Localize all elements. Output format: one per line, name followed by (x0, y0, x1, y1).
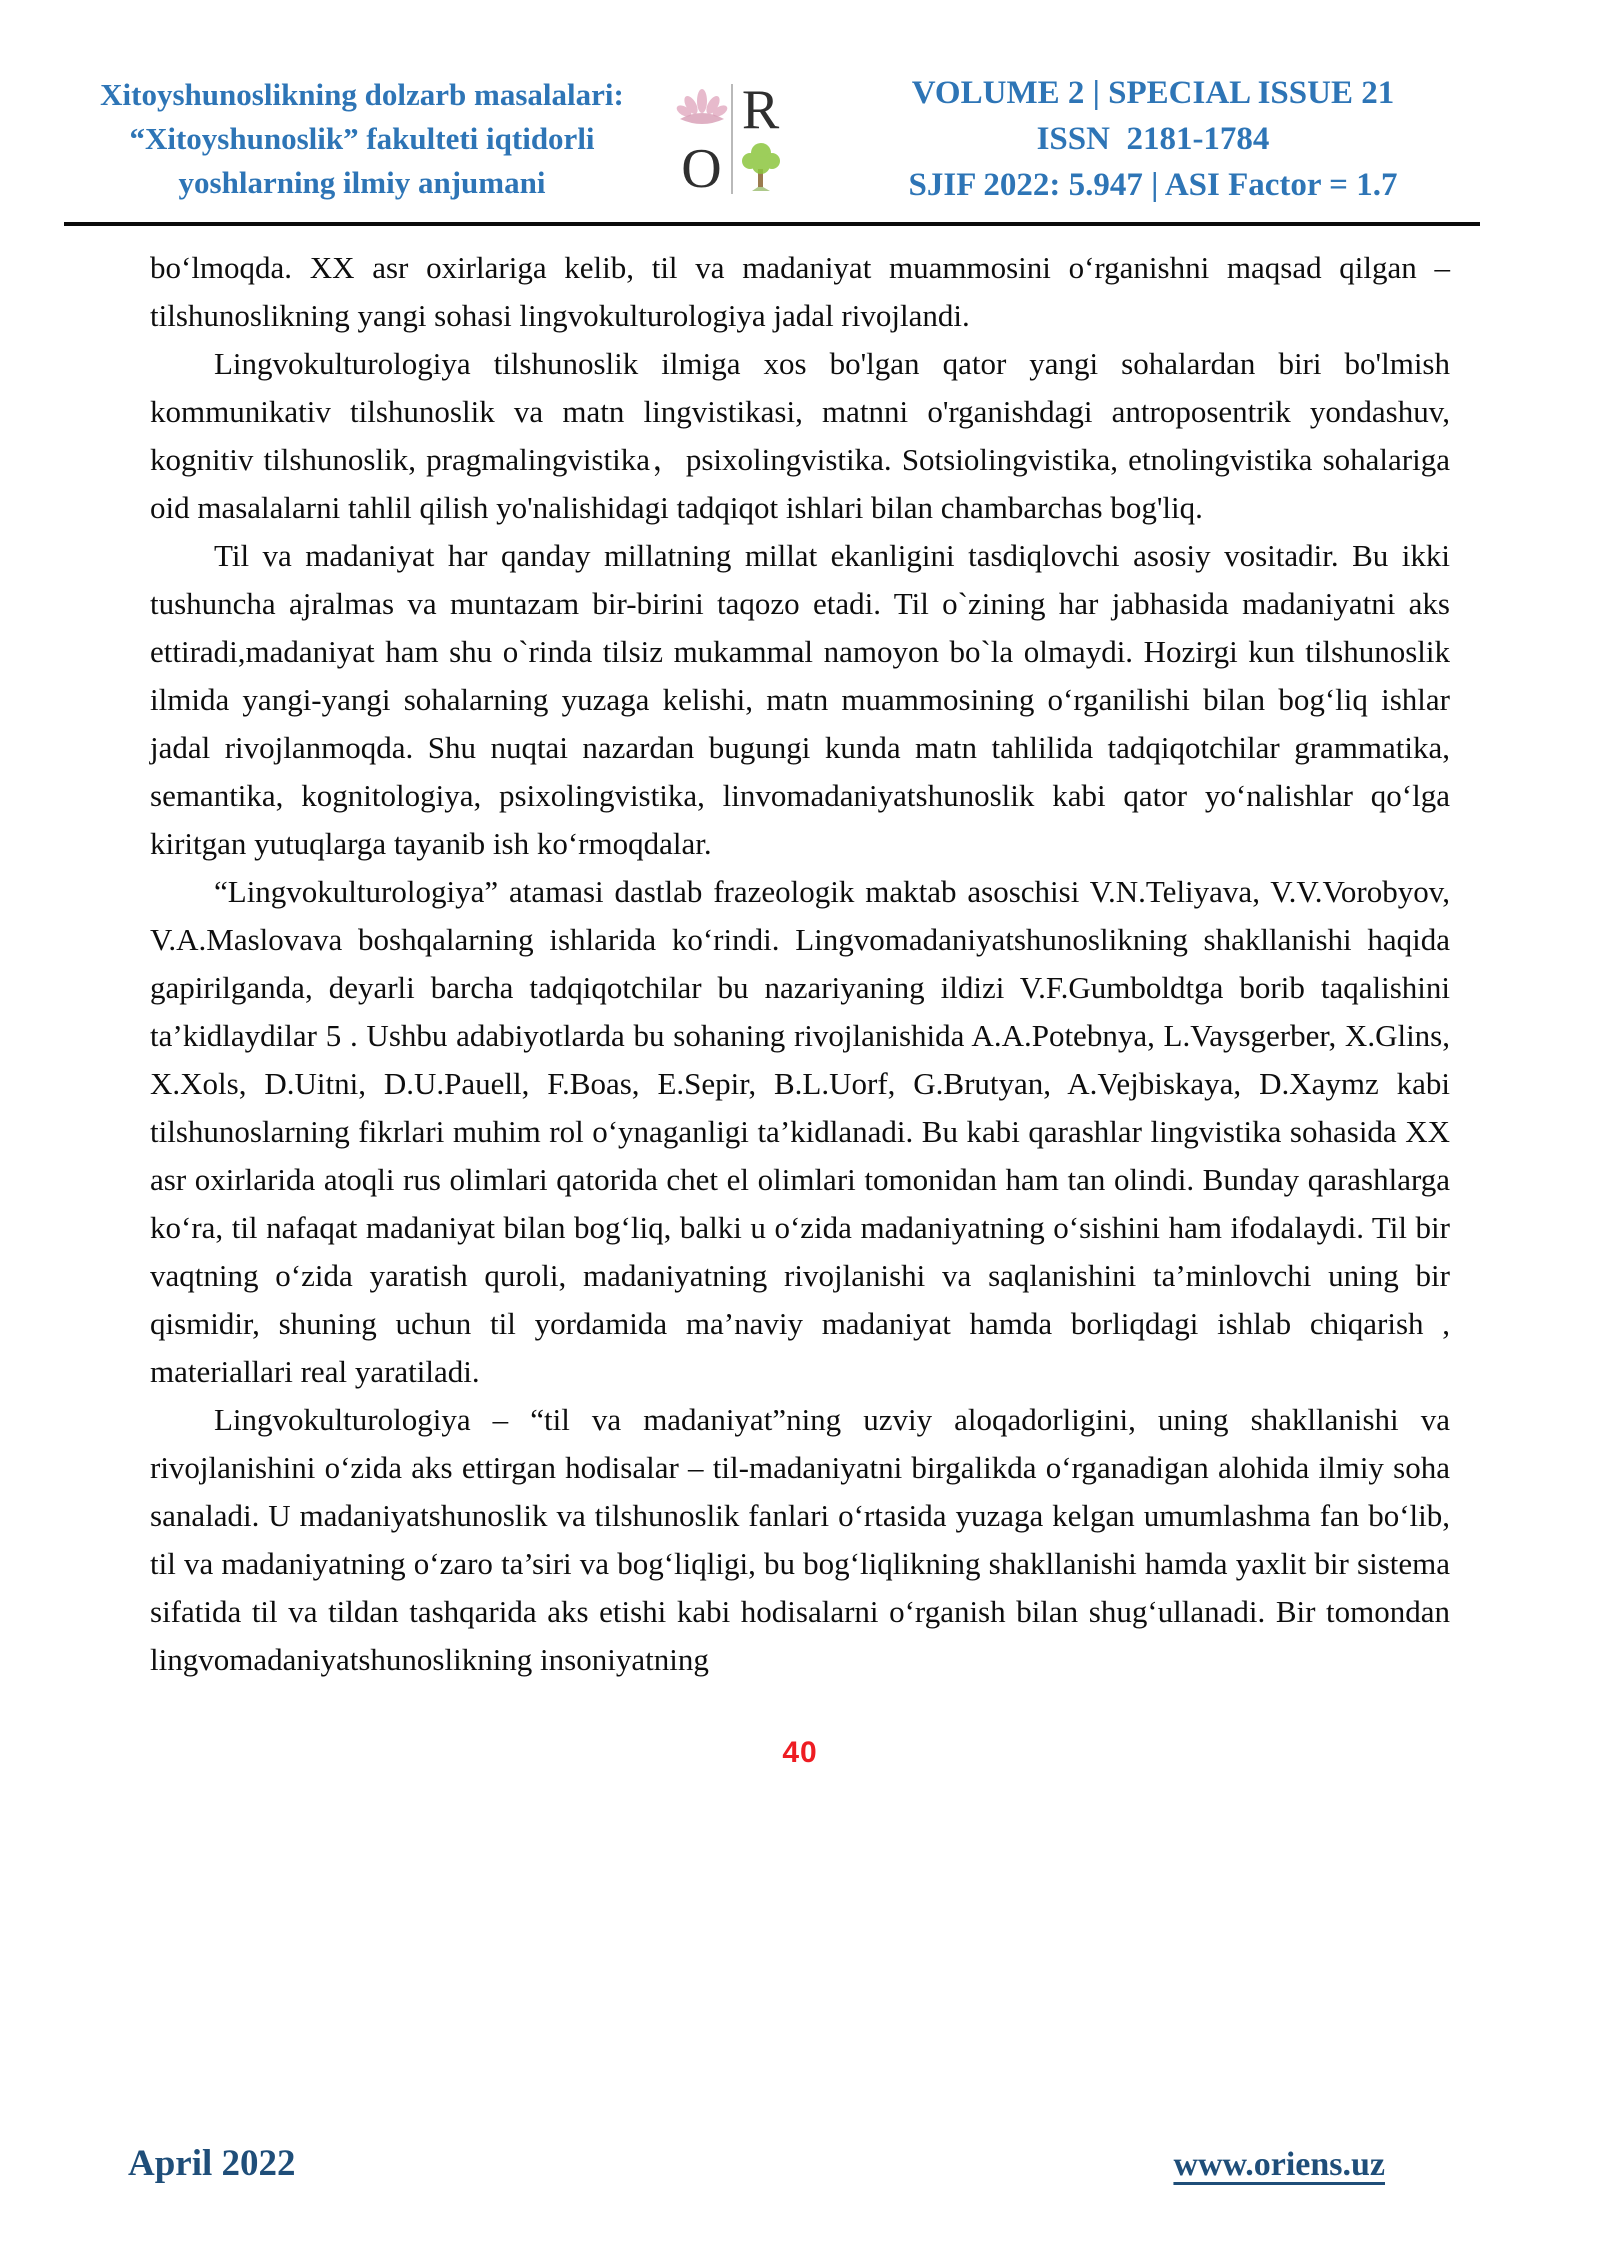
volume-issue-line: VOLUME 2 | SPECIAL ISSUE 21 (911, 75, 1395, 111)
conference-title-line: yoshlarning ilmiy anjumani (178, 165, 546, 200)
logo-letter-r: R (741, 78, 780, 141)
conference-title (88, 73, 636, 205)
header-divider-rule (64, 222, 1480, 226)
lotus-flower-icon (676, 85, 728, 134)
issue-info (826, 70, 1480, 208)
conference-title-line: “Xitoyshunoslik” fakulteti iqtidorli (129, 121, 595, 156)
paragraph: Lingvokulturologiya tilshunoslik ilmiga xos bo'lgan qator yangi sohalardan biri bo'lmish kommunikativ tilshunoslik va matn lingvistikasi, matnni o'rganishdagi antroposentrik yondashuv, kognitiv tilshunoslik, pragmalingvistika，psixolingvistika. Sotsiolingvistika, etnolingvistika sohalariga oid masalalarni tahlil qilish yo'nalishidagi tadqiqot ishlari bilan chambarchas bog'liq. (150, 346, 1450, 525)
footer-date: April 2022 (128, 2143, 296, 2184)
paragraph: Lingvokulturologiya – “til va madaniyat”ning uzviy aloqadorligini, uning shakllanishi va rivojlanishini oʻzida aks ettirgan hodisalar – til-madaniyatni birgalikda oʻrganadigan alohida ilmiy soha sanaladi. U madaniyatshunoslik va tilshunoslik fanlari oʻrtasida yuzaga kelgan umumlashma fan boʻlib, til va madaniyatning oʻzaro ta’siri va bogʻliqligi, bu bogʻliqlikning shakllanishi hamda yaxlit bir sistema sifatida til va tildan tashqarida aks etishi kabi hodisalarni oʻrganish bilan shugʻullanadi. Bir tomondan lingvomadaniyatshunoslikning insoniyatning (150, 1402, 1450, 1677)
issn-line: ISSN 2181-1784 (1036, 121, 1270, 157)
tree-icon (738, 141, 784, 196)
paragraph: boʻlmoqda. XX asr oxirlariga kelib, til va madaniyat muammosini oʻrganishni maqsad qilgan – tilshunoslikning yangi sohasi lingvokulturologiya jadal rivojlandi. (150, 250, 1450, 333)
paragraph: “Lingvokulturologiya” atamasi dastlab frazeologik maktab asoschisi V.N.Teliyava, V.V.Vorobyov, V.A.Maslovava boshqalarning ishlarida koʻrindi. Lingvomadaniyatshunoslikning shakllanishi haqida gapirilganda, deyarli barcha tadqiqotchilar bu nazariyaning ildizi V.F.Gumboldtga borib taqalishini ta’kidlaydilar 5 . Ushbu adabiyotlarda bu sohaning rivojlanishida A.A.Potebnya, L.Vaysgerber, X.Glins, X.Xols, D.Uitni, D.U.Pauell, F.Boas, E.Sepir, B.L.Uorf, G.Brutyan, A.Vejbiskaya, D.Xaymz kabi tilshunoslarning fikrlari muhim rol oʻynaganligi ta’kidlanadi. Bu kabi qarashlar lingvistika sohasida XX asr oxirlarida atoqli rus olimlari qatorida chet el olimlari tomonidan ham tan olindi. Bunday qarashlarga koʻra, til nafaqat madaniyat bilan bogʻliq, balki u oʻzida madaniyatning oʻsishini ham ifodalaydi. Til bir vaqtning oʻzida yaratish quroli, madaniyatning rivojlanishi va saqlanishini ta’minlovchi uning bir qismidir, shuning uchun til yordamida ma’naviy madaniyat hamda borliqdagi ishlab chiqarish , materiallari real yaratiladi. (150, 874, 1450, 1389)
conference-title-line: Xitoyshunoslikning dolzarb masalalari: (100, 77, 624, 112)
paragraph: Til va madaniyat har qanday millatning millat ekanligini tasdiqlovchi asosiy vositadir. Bu ikki tushuncha ajralmas va muntazam bir-birini taqozo etadi. Til o`zining har jabhasida madaniyatni aks ettiradi,madaniyat ham shu o`rinda tilsiz mukammal namoyon bo`la olmaydi. Hozirgi kun tilshunoslik ilmida yangi-yangi sohalarning yuzaga kelishi, matn muammosining oʻrganilishi bilan bogʻliq ishlar jadal rivojlanmoqda. Shu nuqtai nazardan bugungi kunda matn tahlilida tadqiqotchilar grammatika, semantika, kognitologiya, psixolingvistika, linvomadaniyatshunoslik kabi qator yoʻnalishlar qoʻlga kiritgan yutuqlarga tayanib ish koʻrmoqdalar. (150, 538, 1450, 861)
logo-letter-o: O (681, 137, 722, 200)
article-body (150, 244, 1450, 1684)
page-header (0, 0, 1600, 208)
impact-factor-line: SJIF 2022: 5.947 | ASI Factor = 1.7 (908, 167, 1398, 203)
page-footer (0, 2142, 1600, 2185)
journal-website-link[interactable]: www.oriens.uz (1173, 2146, 1385, 2183)
oriens-journal-logo (672, 80, 790, 198)
page-number: 40 (782, 1736, 818, 1769)
